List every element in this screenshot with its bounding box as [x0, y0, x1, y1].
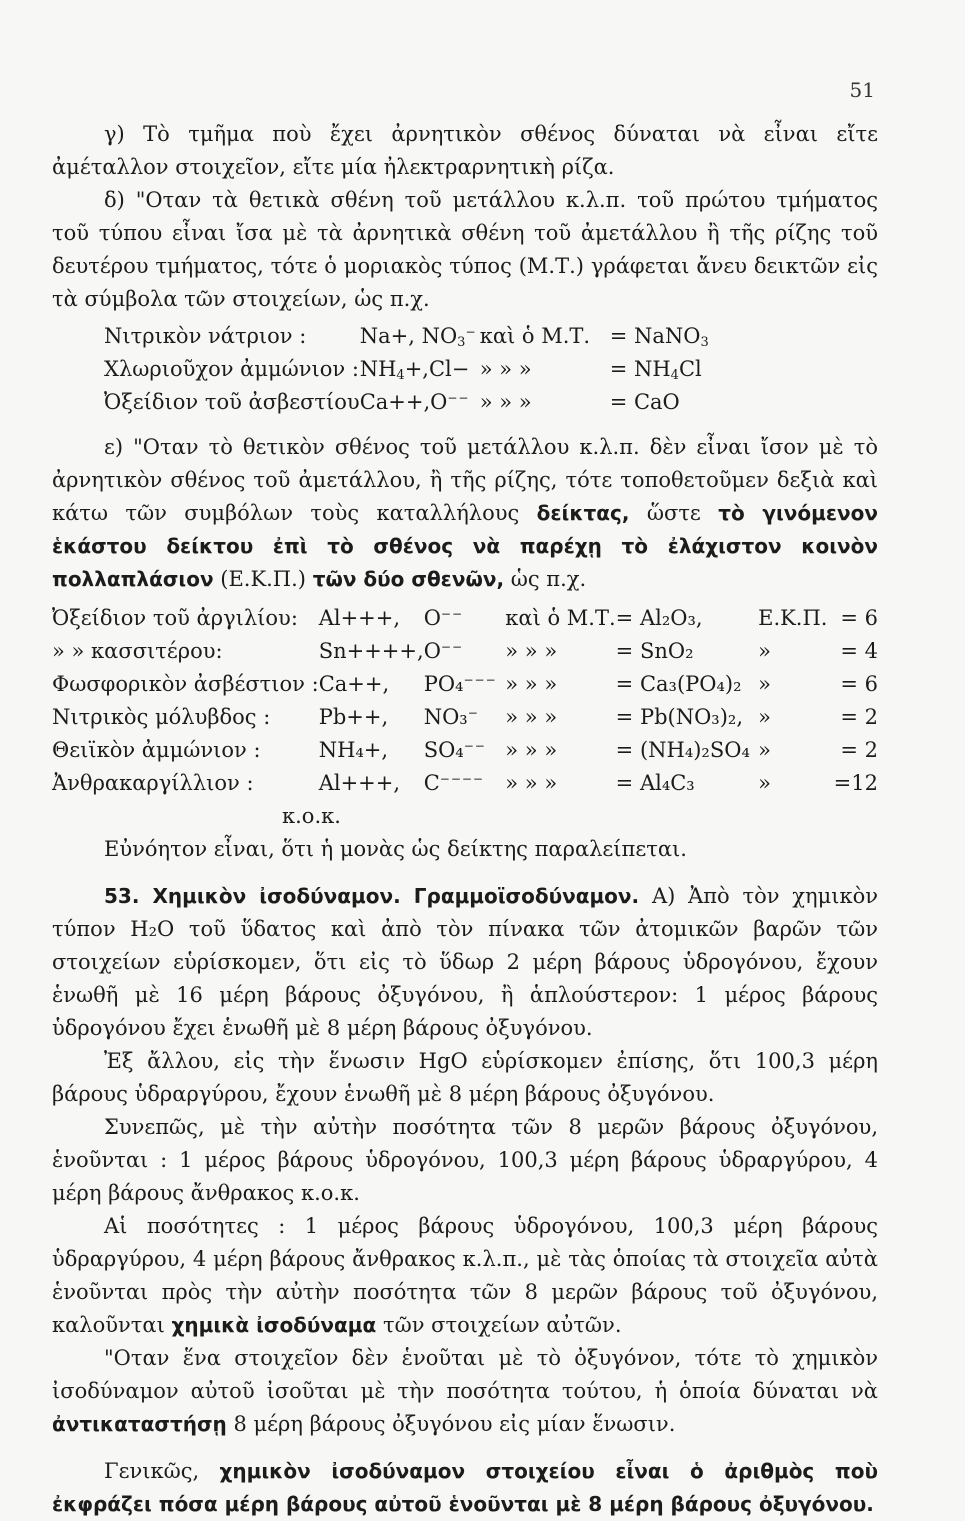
lcm-value: = 2	[840, 738, 878, 762]
compound-name: Θειϊκὸν ἀμμώνιον :	[52, 738, 261, 762]
cation: Sn++++,	[318, 639, 424, 663]
compound-name: Ὀξείδιον τοῦ ἀσβεστίου	[104, 390, 360, 414]
connector-text: » » »	[505, 672, 558, 696]
paragraph-quantities: Αἱ ποσότητες : 1 μέρος βάρους ὑδρογόνου, 100,3 μέρη βάρους ὑδραργύρου, 4 μέρη βάρους ἄνθρακος κ.λ.π., μὲ τὰς ὁποίας τὰ στοιχεῖα αὐτὰ ἑνοῦνται πρὸς τὴν αὐτὴν ποσότητα τῶν 8 μερῶν βάρους τοῦ ὀξυγόνου, καλοῦνται χημικὰ ἰσοδύναμα τῶν στοιχείων αὐτῶν.	[52, 1214, 878, 1337]
molecular-formula: = Al₂O₃,	[615, 606, 703, 630]
connector-text: » » »	[479, 390, 532, 414]
molecular-formula: = Ca₃(PO₄)₂	[615, 672, 742, 696]
cation: Al+++,	[318, 771, 401, 795]
ion-pair: Ca++,O−−	[359, 390, 470, 414]
cation: Pb++,	[318, 705, 389, 729]
molecular-formula: = SnO₂	[615, 639, 694, 663]
anion: O−−	[423, 639, 464, 663]
connector-text: » » »	[505, 771, 558, 795]
lcm-label: »	[758, 738, 771, 762]
compound-name: » » κασσιτέρου:	[52, 639, 223, 663]
compound-name: Νιτρικὸν νάτριον :	[104, 324, 307, 348]
anion: C−−−−	[423, 771, 484, 795]
molecular-formula: = $NH_4Cl$	[609, 357, 702, 383]
lcm-label: »	[758, 705, 771, 729]
lcm-value: = 2	[840, 705, 878, 729]
paragraph-hgo: Ἐξ ἄλλου, εἰς τὴν ἕνωσιν HgO εὑρίσκομεν ἐπίσης, ὅτι 100,3 μέρη βάρους ὑδραργύρου, ἔχουν ἑνωθῆ μὲ 8 μέρη βάρους ὀξυγόνου.	[52, 1049, 878, 1106]
compound-name: Χλωριοῦχον ἀμμώνιον :	[104, 357, 359, 381]
lcm-label: »	[758, 771, 771, 795]
compound-name: Νιτρικὸς μόλυβδος :	[52, 705, 271, 729]
lcm-value: = 6	[840, 672, 878, 696]
compound-name: Φωσφορικὸν ἀσβέστιον :	[52, 672, 319, 696]
table-row	[52, 767, 878, 800]
ion-pair: Na+, $NO_3^-$	[359, 324, 477, 350]
connector-text: » » »	[505, 738, 558, 762]
paragraph-non-oxygen: "Οταν ἕνα στοιχεῖον δὲν ἑνοῦται μὲ τὸ ὀξυγόνον, τότε τὸ χημικὸν ἰσοδύναμον αὐτοῦ ἰσοῦται μὲ τὴν ποσότητα τούτου, ἡ ὁποία δύναται νὰ ἀντικαταστήσῃ 8 μέρη βάρους ὀξυγόνου εἰς μίαν ἕνωσιν.	[52, 1346, 878, 1436]
page-body	[52, 118, 878, 1521]
anion: SO₄−−	[423, 738, 486, 762]
formula-table-unequal-valence	[52, 602, 878, 800]
compound-name: Ἀνθρακαργίλλιον :	[52, 771, 254, 795]
etc-label: κ.ο.κ.	[282, 804, 341, 828]
table-row	[104, 386, 709, 419]
lcm-value: =12	[833, 771, 878, 795]
anion: PO₄−−−	[423, 672, 497, 696]
page-number: 51	[849, 78, 875, 102]
paragraph-gamma: γ) Τὸ τμῆμα ποὺ ἔχει ἀρνητικὸν σθένος δύναται νὰ εἶναι εἴτε ἀμέταλλον στοιχεῖον, εἴτε μία ἠλεκτραρνητικὴ ρίζα.	[52, 122, 878, 179]
cation: NH₄+,	[318, 738, 389, 762]
table-row	[104, 353, 709, 386]
molecular-formula: = (NH₄)₂SO₄	[615, 738, 750, 762]
molecular-formula: = NaNO$_3$	[609, 324, 709, 350]
table-row	[52, 602, 878, 635]
paragraph-epsilon: ε) "Οταν τὸ θετικὸν σθένος τοῦ μετάλλου κ.λ.π. δὲν εἶναι ἴσον μὲ τὸ ἀρνητικὸν σθένος τοῦ ἀμετάλλου, ἢ τῆς ρίζης, τότε τοποθετοῦμεν δεξιὰ καὶ κάτω τῶν συμβόλων τοὺς καταλλήλους δείκτας, ὥστε τὸ γινόμενον ἑκάστου δείκτου ἐπὶ τὸ σθένος νὰ παρέχῃ τὸ ἐλάχιστον κοινὸν πολλαπλάσιον (Ε.Κ.Π.) τῶν δύο σθενῶν, ὡς π.χ.	[52, 435, 878, 591]
molecular-formula: = Al₄C₃	[615, 771, 695, 795]
molecular-formula: = CaO	[609, 390, 680, 414]
cation: Al+++,	[318, 606, 401, 630]
molecular-formula: = Pb(NO₃)₂,	[615, 705, 744, 729]
table-row	[52, 734, 878, 767]
paragraph-consequently: Συνεπῶς, μὲ τὴν αὐτὴν ποσότητα τῶν 8 μερῶν βάρους ὀξυγόνου, ἑνοῦνται : 1 μέρος βάρους ὑδρογόνου, 100,3 μέρη βάρους ὑδραργύρου, 4 μέρη βάρους ἄνθρακος κ.ο.κ.	[52, 1115, 878, 1205]
table-row	[104, 320, 709, 353]
table-row	[52, 668, 878, 701]
lcm-label: »	[758, 672, 771, 696]
lcm-value: = 4	[840, 639, 878, 663]
section-53: 53. Χημικὸν ἰσοδύναμον. Γραμμοϊσοδύναμον. Α) Ἀπὸ τὸν χημικὸν τύπον H₂O τοῦ ὕδατος καὶ ἀπὸ τὸν πίνακα τῶν ἀτομικῶν βαρῶν τῶν στοιχείων εὑρίσκομεν, ὅτι εἰς τὸ ὕδωρ 2 μέρη βάρους ὑδρογόνου, ἔχουν ἑνωθῆ μὲ 16 μέρη βάρους ὀξυγόνου, ἢ ἁπλούστερον: 1 μέρος βάρους ὑδρογόνου ἔχει ἑνωθῆ μὲ 8 μέρη βάρους ὀξυγόνου.	[52, 884, 878, 1040]
anion: NO₃−	[423, 705, 479, 729]
table-row	[52, 635, 878, 668]
section-heading: 53. Χημικὸν ἰσοδύναμον. Γραμμοϊσοδύναμον.	[104, 884, 640, 908]
connector-text: καὶ ὁ Μ.Τ.	[505, 606, 616, 630]
lcm-label: Ε.Κ.Π.	[758, 606, 828, 630]
lcm-value: = 6	[840, 606, 878, 630]
formula-table-equal-valence	[104, 320, 709, 419]
table-row	[52, 701, 878, 734]
connector-text: καὶ ὁ Μ.Τ.	[479, 324, 591, 348]
connector-text: » » »	[505, 639, 558, 663]
connector-text: » » »	[479, 357, 532, 381]
paragraph-delta: δ) "Οταν τὰ θετικὰ σθένη τοῦ μετάλλου κ.λ.π. τοῦ πρώτου τμήματος τοῦ τύπου εἶναι ἴσα μὲ τὰ ἀρνητικὰ σθένη τοῦ ἀμετάλλου ἢ τῆς ρίζης τοῦ δευτέρου τμήματος, τότε ὁ μοριακὸς τύπος (Μ.Τ.) γράφεται ἄνευ δεικτῶν εἰς τὰ σύμβολα τῶν στοιχείων, ὡς π.χ.	[52, 188, 878, 311]
cation: Ca++,	[318, 672, 390, 696]
paragraph-definition: Γενικῶς, χημικὸν ἰσοδύναμον στοιχείου εἶναι ὁ ἀριθμὸς ποὺ ἐκφράζει πόσα μέρη βάρους αὐτοῦ ἑνοῦνται μὲ 8 μέρη βάρους ὀξυγόνου.	[52, 1459, 878, 1516]
paragraph-index-omitted: Εὐνόητον εἶναι, ὅτι ἡ μονὰς ὡς δείκτης παραλείπεται.	[104, 837, 687, 861]
connector-text: » » »	[505, 705, 558, 729]
ion-pair: $NH_4+,Cl-$	[359, 357, 470, 383]
lcm-label: »	[758, 639, 771, 663]
anion: O−−	[423, 606, 464, 630]
compound-name: Ὀξείδιον τοῦ ἀργιλίου:	[52, 606, 298, 630]
